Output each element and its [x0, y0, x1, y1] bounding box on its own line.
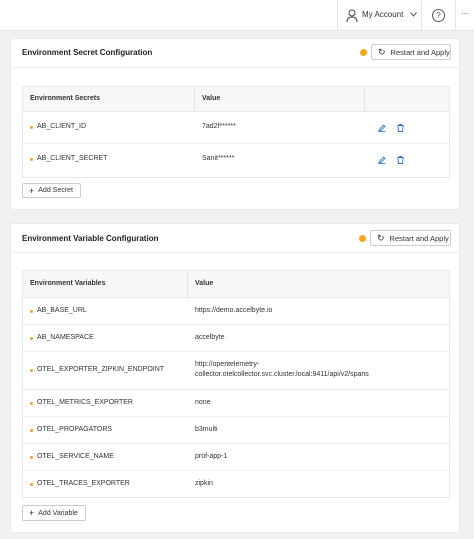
add-secret-button[interactable]: [22, 183, 81, 198]
account-label: My Account: [362, 10, 404, 19]
help-button[interactable]: [421, 0, 455, 31]
variable-value: prof-app-1: [195, 453, 228, 460]
variable-name: OTEL_TRACES_EXPORTER: [37, 480, 130, 487]
add-variable-label: Add Variable: [38, 509, 78, 517]
variable-value: b3multi: [195, 426, 218, 433]
secret-value: 7ad2f******: [202, 123, 236, 130]
secret-value: Sanit******: [202, 155, 235, 162]
account-menu[interactable]: [337, 0, 421, 31]
table-row: [23, 144, 449, 177]
variable-value-line1: http://opentelemetry-: [195, 361, 260, 368]
variable-value: zipkin: [195, 480, 213, 487]
col-header-secrets: Environment Secrets: [30, 95, 101, 102]
add-secret-label: Add Secret: [38, 187, 73, 194]
pencil-icon[interactable]: [378, 124, 386, 132]
table-row: [23, 112, 449, 144]
variable-value: accelbyte: [195, 334, 225, 341]
restart-apply-label: Restart and Apply: [390, 47, 450, 57]
secret-card-title: Environment Secret Configuration: [22, 48, 153, 57]
table-row: [23, 471, 449, 498]
variable-name: AB_NAMESPACE: [37, 334, 94, 341]
chevron-down-icon: [410, 12, 417, 17]
refresh-icon: ↻: [377, 232, 385, 243]
plus-icon: +: [29, 185, 35, 196]
refresh-icon: ↻: [378, 46, 386, 57]
table-row: [23, 417, 449, 444]
more-horizontal-icon: ···: [461, 9, 469, 18]
variables-table-header: [23, 271, 449, 298]
variable-name: OTEL_METRICS_EXPORTER: [37, 399, 133, 406]
secrets-table: [22, 86, 450, 178]
table-row: [23, 325, 449, 352]
col-header-value: Value: [195, 280, 214, 287]
variable-name: AB_BASE_URL: [37, 307, 87, 314]
variable-card-header: [11, 224, 459, 253]
secret-card-header: [11, 39, 459, 68]
trash-icon[interactable]: [397, 124, 404, 132]
secret-name: AB_CLIENT_ID: [37, 123, 87, 130]
table-row: [23, 444, 449, 471]
variable-config-card: [10, 223, 460, 533]
restart-apply-label: Restart and Apply: [389, 233, 449, 243]
col-header-variables: Environment Variables: [30, 280, 106, 287]
variables-table: [22, 270, 450, 498]
top-bar: [0, 0, 474, 31]
restart-apply-button[interactable]: [370, 230, 451, 246]
table-row: [23, 390, 449, 417]
table-row: [23, 352, 449, 390]
help-circle-icon: ?: [432, 9, 445, 22]
variable-value: https://demo.accelbyte.io: [195, 307, 273, 314]
secret-name: AB_CLIENT_SECRET: [37, 155, 108, 162]
user-icon: [346, 9, 358, 23]
col-header-value: Value: [202, 95, 221, 102]
add-variable-button[interactable]: [22, 505, 86, 521]
variable-value: none: [195, 399, 211, 406]
secrets-table-header: [23, 87, 449, 112]
plus-icon: +: [29, 508, 35, 518]
pending-changes-indicator: [359, 235, 366, 242]
variable-card-title: Environment Variable Configuration: [22, 234, 159, 243]
variable-value-line2: collector.otelcollector.svc.cluster.local:9411/api/v2/spans: [195, 371, 369, 378]
restart-apply-button[interactable]: [371, 44, 451, 60]
pencil-icon[interactable]: [378, 156, 386, 164]
variable-name: OTEL_PROPAGATORS: [37, 426, 113, 433]
secret-config-card: [10, 38, 460, 210]
more-options-button[interactable]: [455, 0, 474, 31]
variable-name: OTEL_EXPORTER_ZIPKIN_ENDPOINT: [37, 366, 165, 373]
table-row: [23, 298, 449, 325]
trash-icon[interactable]: [397, 156, 404, 164]
variable-name: OTEL_SERVICE_NAME: [37, 453, 114, 460]
pending-changes-indicator: [360, 49, 367, 56]
